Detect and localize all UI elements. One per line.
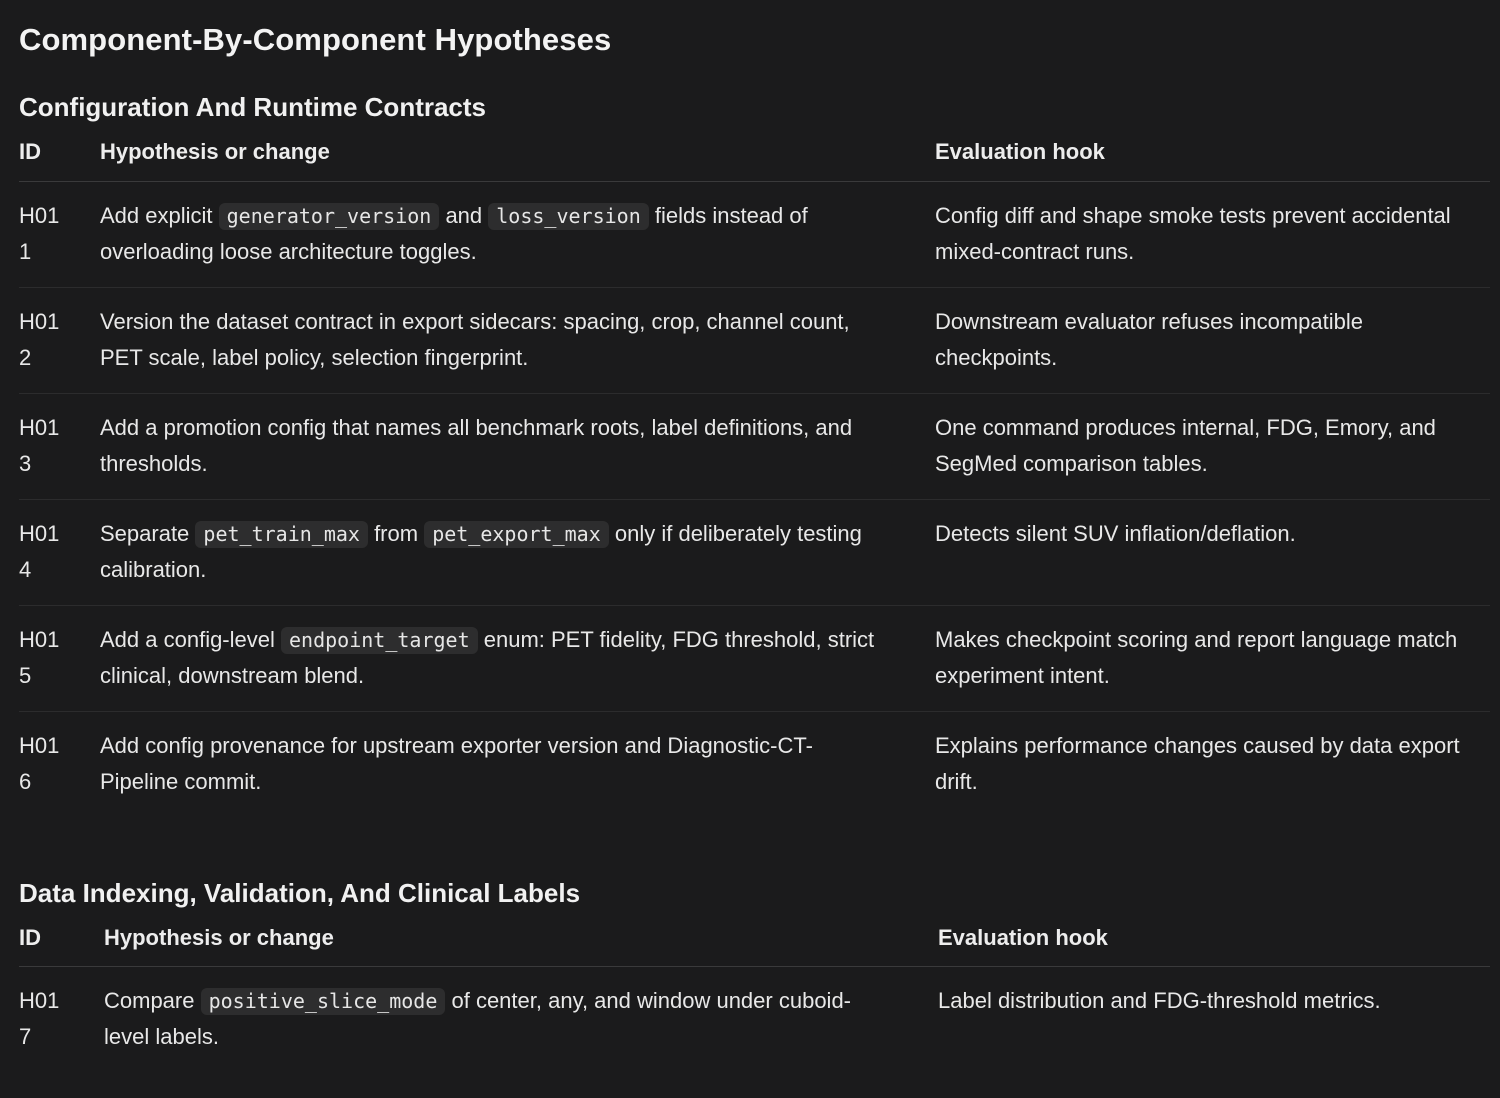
row-hypothesis [100, 499, 935, 605]
row-id [19, 499, 100, 605]
table-row [19, 393, 1490, 499]
hypothesis-text: Version the dataset contract in export sidecars: spacing, crop, channel count, PET scale, label policy, selection fingerprint. [100, 308, 850, 370]
hypothesis-text: enum: PET fidelity, FDG threshold, strict clinical, downstream blend. [100, 626, 875, 688]
hypothesis-text: of center, any, and window under cuboid-level labels. [104, 988, 851, 1049]
hypothesis-text: fields instead of overloading loose architecture toggles. [100, 202, 808, 264]
hypothesis-text: Separate [100, 520, 196, 546]
table-row [19, 287, 1490, 393]
hypothesis-text: from [367, 520, 425, 546]
row-id-text: H012 [19, 308, 60, 370]
column-header-hypothesis: Hypothesis or change [104, 909, 938, 967]
table-row [19, 499, 1490, 605]
row-hypothesis [100, 287, 935, 393]
row-hypothesis [100, 393, 935, 499]
row-evaluation: Config diff and shape smoke tests prevent accidental mixed-contract runs. [935, 181, 1490, 287]
table-body [19, 967, 1490, 1073]
table-body [19, 181, 1490, 817]
row-id-text: H016 [19, 732, 60, 794]
table-row [19, 711, 1490, 817]
inline-code: pet_export_max [424, 521, 609, 548]
column-header-evaluation: Evaluation hook [935, 123, 1490, 181]
row-id [19, 287, 100, 393]
page-title: Component-By-Component Hypotheses [19, 22, 612, 57]
row-evaluation: Label distribution and FDG-threshold metrics. [938, 988, 1381, 1013]
hypothesis-text: only if deliberately testing calibration. [100, 520, 862, 582]
table-row [19, 605, 1490, 711]
row-id-text: H011 [19, 202, 60, 264]
section-title-data-indexing: Data Indexing, Validation, And Clinical Labels [19, 877, 581, 908]
row-hypothesis [100, 711, 935, 817]
row-id [19, 967, 104, 1073]
row-id-text: H014 [19, 520, 60, 582]
column-header-id: ID [19, 909, 104, 967]
column-header-evaluation: Evaluation hook [938, 909, 1490, 967]
row-hypothesis [100, 181, 935, 287]
row-id [19, 711, 100, 817]
hypothesis-text: Add explicit [100, 202, 219, 228]
table-row [19, 967, 1490, 1073]
inline-code: generator_version [219, 203, 440, 230]
row-hypothesis [104, 967, 938, 1073]
hypothesis-text: Add config provenance for upstream exporter version and Diagnostic-CT-Pipeline commit. [100, 732, 813, 794]
hypothesis-text: Add a config-level [100, 626, 281, 652]
inline-code: endpoint_target [281, 627, 478, 654]
hypothesis-text: Add a promotion config that names all benchmark roots, label definitions, and thresholds. [100, 414, 853, 476]
hypotheses-table-configuration [19, 123, 1490, 817]
column-header-hypothesis: Hypothesis or change [100, 123, 935, 181]
row-evaluation: One command produces internal, FDG, Emory, and SegMed comparison tables. [935, 393, 1490, 499]
row-id [19, 181, 100, 287]
row-id-text: H015 [19, 626, 60, 688]
row-evaluation: Downstream evaluator refuses incompatible checkpoints. [935, 287, 1490, 393]
hypotheses-table-data-indexing [19, 909, 1490, 1073]
row-id [19, 605, 100, 711]
row-evaluation: Explains performance changes caused by data export drift. [935, 732, 1460, 794]
row-id-text: H017 [19, 988, 60, 1049]
row-id-text: H013 [19, 414, 60, 476]
row-id [19, 393, 100, 499]
row-evaluation: Detects silent SUV inflation/deflation. [935, 499, 1490, 605]
row-hypothesis [100, 605, 935, 711]
column-header-id: ID [19, 123, 100, 181]
inline-code: loss_version [488, 203, 649, 230]
table-header-row [19, 123, 1490, 181]
inline-code: pet_train_max [195, 521, 368, 548]
table-row [19, 181, 1490, 287]
section-title-configuration: Configuration And Runtime Contracts [19, 92, 487, 122]
hypothesis-text: Compare [104, 988, 201, 1013]
table-header-row [19, 909, 1490, 967]
hypothesis-text: and [439, 202, 489, 228]
row-evaluation: Makes checkpoint scoring and report language match experiment intent. [935, 605, 1490, 711]
inline-code: positive_slice_mode [201, 988, 446, 1015]
